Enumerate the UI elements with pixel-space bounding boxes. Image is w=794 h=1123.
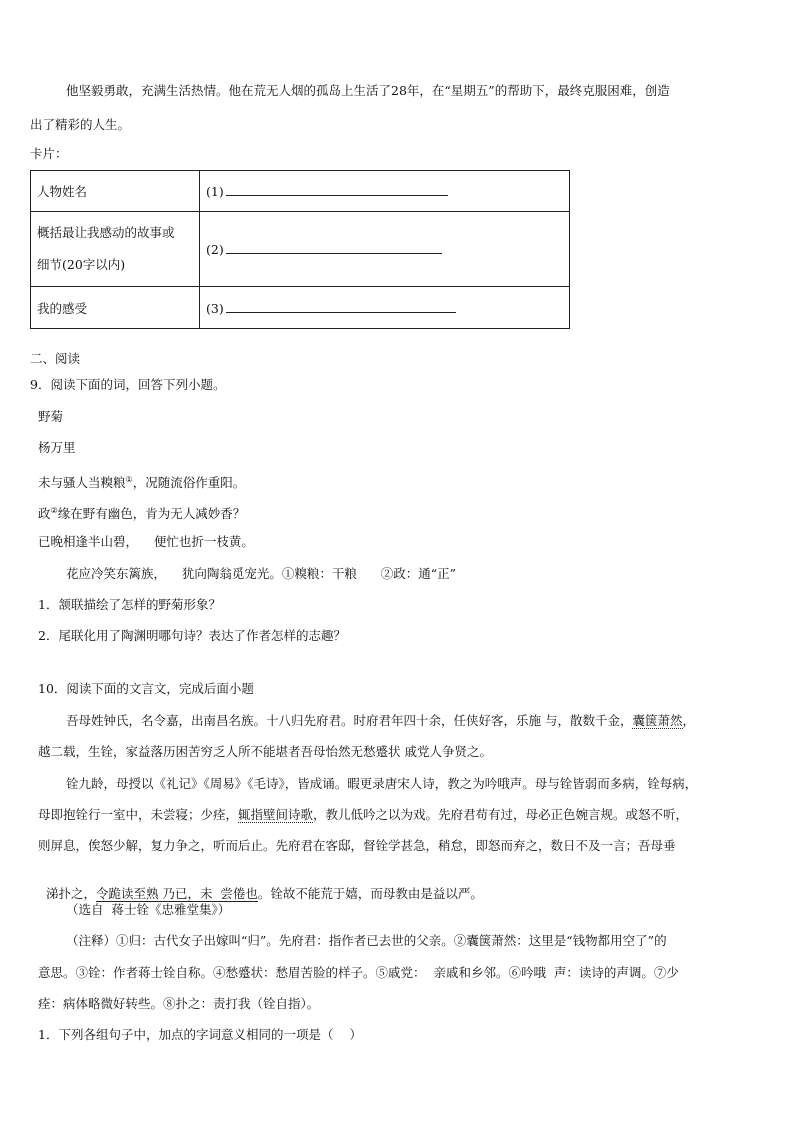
poem-line-1-b: ，况随流俗作重阳。 (132, 475, 246, 491)
card-key-feeling: 我的感受 (31, 287, 200, 329)
poem-title: 野菊 (38, 409, 64, 424)
intro-line-1: 他坚毅勇敢，充满生活热情。他在荒无人烟的孤岛上生活了28年，在“星期五”的帮助下，最终克服困难，创造 (66, 83, 670, 98)
card-value-name[interactable] (200, 171, 570, 212)
card-num-2: (2) (206, 242, 224, 257)
intro-line-2: 出了精彩的人生。 (30, 117, 131, 132)
card-num-3: (3) (206, 300, 224, 316)
answer-blank-2[interactable] (226, 241, 442, 254)
poem-line-2 (38, 503, 245, 522)
card-value-feeling[interactable] (200, 287, 570, 329)
passage-p2-dotted-phrase: 辄指壁间诗歌 (238, 807, 314, 822)
poem-line-2-b: 缘在野有幽色，肯为无人减妙香？ (57, 506, 246, 522)
passage-p1-line-1 (66, 713, 695, 729)
q9-sub-1: 1．颔联描绘了怎样的野菊形象？ (38, 597, 221, 612)
answer-blank-3[interactable] (226, 300, 456, 313)
passage-p2-line-3: 则屏息，俟怒少解，复力争之，听而后止。先府君在客邸，督铨学甚急，稍怠，即怒而弃之，数日不及一言；吾母垂 (38, 838, 676, 853)
passage-p1-line-1-a: 吾母姓钟氏，名令嘉，出南昌名族。十八归先府君。时府君年四十余，任侠好客，乐施 与，散数千金， (66, 713, 633, 728)
passage-p2-line-4-d: 。铨故不能荒于嬉，而母教由是益以严。 (257, 886, 483, 901)
q9-title: 9．阅读下面的词，回答下列小题。 (30, 377, 226, 392)
passage-underlined-1: 令跪读至熟 (95, 886, 159, 901)
poem-line-1 (38, 472, 245, 491)
passage-p2-line-4 (38, 870, 483, 902)
passage-p2-line-2-c: ，教儿低吟之以为戏。先府君苟有过，母必正色婉言规。或怒不听， (313, 807, 689, 822)
q10-title: 10．阅读下面的文言文，完成后面小题 (38, 681, 254, 696)
card-row-feeling (31, 287, 570, 329)
passage-underlined-2: 乃已，未 尝倦也 (158, 886, 258, 901)
poem-line-2-a: 政 (38, 506, 51, 522)
poem-line-1-a: 未与骚人当糗粮 (38, 475, 126, 491)
notes-line-3: 痊：病体略微好转些。⑧扑之：责打我（铨自指）。 (38, 996, 320, 1011)
passage-p1-dotted-phrase: 囊箧萧然 (632, 713, 683, 728)
passage-p2-line-1: 铨九龄，母授以《礼记》《周易》《毛诗》，皆成诵。暇更录唐宋人诗，教之为吟哦声。母与铨皆弱而多病，铨每病， (66, 776, 698, 791)
notes-line-2: 意思。③铨：作者蒋士铨自称。④愁蹙状：愁眉苦脸的样子。⑤戚党： 亲戚和乡邻。⑥吟哦 声：读诗的声调。⑦少 (38, 965, 679, 980)
poem-author: 杨万里 (38, 440, 76, 455)
card-key-name: 人物姓名 (31, 171, 200, 212)
q10-sub-1: 1．下列各组句子中，加点的字词意义相同的一项是（ ） (38, 1027, 362, 1042)
card-num-1: (1) (206, 184, 224, 199)
passage-p2-line-2 (38, 807, 688, 823)
note-marker-2: ② (50, 506, 58, 515)
card-label: 卡片： (30, 146, 68, 161)
card-table (30, 170, 570, 329)
passage-source: （选自 蒋士铨《忠雅堂集》） (66, 902, 231, 917)
note-marker-1: ① (125, 475, 133, 484)
notes-line-1: （注释）①归：古代女子出嫁叫“归”。先府君：指作者已去世的父亲。②囊箧萧然：这里是“钱物都用空了”的 (66, 933, 667, 948)
passage-p2-line-4-a: 涕扑之， (45, 886, 96, 901)
card-key-story-line-2: 细节(20字以内) (37, 257, 126, 272)
card-row-name (31, 171, 570, 212)
card-key-story (31, 212, 200, 287)
card-row-story (31, 212, 570, 287)
passage-p1-line-1-c: ， (682, 713, 696, 728)
poem-line-3: 已晚相逢半山碧， 便忙也折一枝黄。 (38, 534, 254, 549)
answer-blank-1[interactable] (226, 183, 448, 196)
passage-p2-line-2-a: 母即抱铨行一室中，未尝寝；少痊， (38, 807, 239, 822)
card-key-story-line-1: 概括最让我感动的故事或 (37, 225, 175, 240)
passage-p1-line-2: 越二载，生铨，家益落历困苦穷乏人所不能堪者吾母怡然无愁蹙状 戚党人争贤之。 (38, 744, 492, 759)
poem-line-4: 花应冷笑东篱族， 犹向陶翁觅宠光。①糗粮：干粮 ②政：通“正” (66, 566, 457, 581)
card-value-story[interactable] (200, 212, 570, 287)
section-heading: 二、阅读 (30, 351, 81, 366)
q9-sub-2: 2．尾联化用了陶渊明哪句诗？表达了作者怎样的志趣？ (38, 628, 346, 643)
